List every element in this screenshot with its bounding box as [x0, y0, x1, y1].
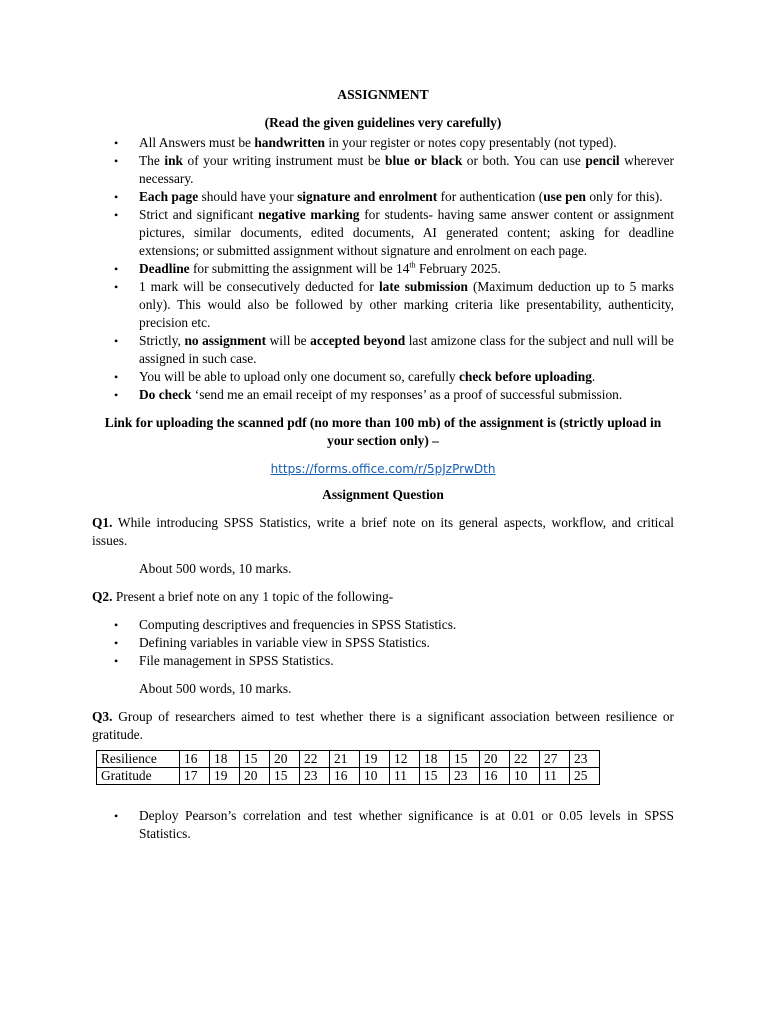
topic-text: Computing descriptives and frequencies in SPSS Statistics. — [139, 617, 457, 632]
table-cell: 23 — [570, 751, 600, 768]
topic-item — [92, 652, 674, 670]
table-cell: 22 — [510, 751, 540, 768]
bullet-icon: • — [114, 370, 119, 384]
guideline-text: for students- having same answer content or assignment pictures, similar documents, edited documents, AI generated content; asking for deadline extensions; or submitted assignment without signature and enrolment on each page. — [139, 207, 674, 258]
upload-link-container — [92, 460, 674, 478]
table-cell: 20 — [240, 768, 270, 785]
guideline-text: of your writing instrument must be — [182, 153, 386, 168]
guideline-bold-text: pencil — [585, 153, 620, 168]
table-row — [97, 768, 600, 785]
bullet-icon: • — [114, 388, 119, 402]
guideline-text: The — [139, 153, 165, 168]
topic-text: File management in SPSS Statistics. — [139, 653, 334, 668]
task-item — [92, 807, 674, 843]
table-cell: 22 — [300, 751, 330, 768]
bullet-icon: • — [114, 208, 119, 222]
question-3 — [92, 708, 674, 744]
row-label: Resilience — [97, 751, 180, 768]
topic-item — [92, 634, 674, 652]
question-3-text: Group of researchers aimed to test whether there is a significant association between resilience or gratitude. — [92, 709, 674, 742]
guideline-text: or both. You can use — [462, 153, 586, 168]
table-cell: 23 — [450, 768, 480, 785]
table-row — [97, 751, 600, 768]
bullet-icon: • — [114, 262, 119, 276]
guideline-item — [92, 206, 674, 260]
guideline-bold-text: blue or black — [385, 153, 463, 168]
question-2-marks: About 500 words, 10 marks. — [139, 681, 292, 696]
guideline-text: All Answers must be — [139, 135, 255, 150]
table-cell: 10 — [510, 768, 540, 785]
resilience-gratitude-table — [96, 750, 600, 785]
bullet-icon: • — [114, 190, 119, 204]
bullet-icon: • — [114, 280, 119, 294]
guideline-bold-text: Deadline — [139, 261, 190, 276]
bullet-icon: • — [114, 654, 119, 668]
guideline-bold-text: use pen — [543, 189, 586, 204]
question-1 — [92, 514, 674, 550]
guideline-item — [92, 332, 674, 368]
upload-link-heading: Link for uploading the scanned pdf (no more than 100 mb) of the assignment is (strictly upload in your section only) – — [104, 415, 662, 448]
table-cell: 19 — [360, 751, 390, 768]
table-cell: 20 — [270, 751, 300, 768]
topic-text: Defining variables in variable view in SPSS Statistics. — [139, 635, 430, 650]
guideline-bold-text: check before uploading — [458, 369, 592, 384]
guideline-bold-text: Each page — [139, 189, 199, 204]
question-2 — [92, 588, 674, 606]
guidelines-list — [92, 134, 674, 404]
bullet-icon: • — [114, 809, 119, 823]
document-title: ASSIGNMENT — [337, 87, 429, 102]
guideline-item — [92, 134, 674, 152]
guideline-bold-text: handwritten — [254, 135, 325, 150]
question-1-text: While introducing SPSS Statistics, write a brief note on its general aspects, workflow, and critical issues. — [92, 515, 674, 548]
guideline-bold-text: ink — [164, 153, 183, 168]
upload-form-link[interactable]: https://forms.office.com/r/5pJzPrwDth — [270, 462, 496, 476]
guideline-text: wherever necessary. — [139, 153, 674, 186]
bullet-icon: • — [114, 636, 119, 650]
guideline-item — [92, 188, 674, 206]
guideline-text: 1 mark will be consecutively deducted for — [139, 279, 379, 294]
guideline-item — [92, 260, 674, 278]
question-1-marks: About 500 words, 10 marks. — [139, 561, 292, 576]
table-cell: 18 — [210, 751, 240, 768]
table-cell: 12 — [390, 751, 420, 768]
question-2-text: Present a brief note on any 1 topic of the following- — [112, 589, 394, 604]
guideline-text: Strictly, — [139, 333, 185, 348]
bullet-icon: • — [114, 154, 119, 168]
guideline-text: (Maximum deduction up to 5 marks only). This would also be followed by other marking criteria like presentability, authenticity, precision etc. — [139, 279, 674, 330]
guideline-text: . — [591, 369, 596, 384]
guideline-item — [92, 152, 674, 188]
table-cell: 11 — [390, 768, 420, 785]
guideline-text: Strict and significant — [139, 207, 259, 222]
guideline-text: for submitting the assignment will be 14 — [189, 261, 410, 276]
guideline-text: You will be able to upload only one document so, carefully — [139, 369, 459, 384]
table-cell: 15 — [240, 751, 270, 768]
bullet-icon: • — [114, 136, 119, 150]
document-body — [92, 86, 674, 843]
table-cell: 15 — [420, 768, 450, 785]
table-cell: 21 — [330, 751, 360, 768]
bullet-icon: • — [114, 334, 119, 348]
guideline-text: in your register or notes copy presentably (not typed). — [325, 135, 617, 150]
guideline-text: only for this). — [585, 189, 663, 204]
guideline-text: for authentication ( — [437, 189, 544, 204]
table-cell: 25 — [570, 768, 600, 785]
guideline-bold-text: negative marking — [258, 207, 360, 222]
table-cell: 17 — [180, 768, 210, 785]
table-cell: 20 — [480, 751, 510, 768]
assignment-question-title: Assignment Question — [322, 487, 444, 502]
guideline-item — [92, 278, 674, 332]
guideline-text: will be — [266, 333, 311, 348]
guideline-item — [92, 386, 674, 404]
topic-item — [92, 616, 674, 634]
table-cell: 15 — [450, 751, 480, 768]
table-cell: 10 — [360, 768, 390, 785]
table-cell: 11 — [540, 768, 570, 785]
question-2-label: Q2. — [92, 589, 113, 604]
question-2-topics — [92, 616, 674, 670]
guideline-bold-text: accepted beyond — [310, 333, 406, 348]
table-cell: 15 — [270, 768, 300, 785]
guideline-bold-text: no assignment — [184, 333, 267, 348]
guideline-bold-text: late submission — [378, 279, 468, 294]
table-cell: 23 — [300, 768, 330, 785]
task-text: Deploy Pearson’s correlation and test whether significance is at 0.01 or 0.05 levels in SPSS Statistics. — [139, 808, 674, 841]
guideline-text: ‘send me an email receipt of my responses’ as a proof of successful submission. — [191, 387, 623, 402]
guideline-text: should have your — [198, 189, 298, 204]
bullet-icon: • — [114, 618, 119, 632]
guideline-item — [92, 368, 674, 386]
table-cell: 16 — [480, 768, 510, 785]
question-1-label: Q1. — [92, 515, 113, 530]
row-label: Gratitude — [97, 768, 180, 785]
question-3-tasks — [92, 807, 674, 843]
question-3-label: Q3. — [92, 709, 113, 724]
table-cell: 19 — [210, 768, 240, 785]
table-cell: 18 — [420, 751, 450, 768]
guideline-text: February 2025. — [415, 261, 501, 276]
document-subtitle: (Read the given guidelines very carefully) — [264, 115, 502, 130]
guideline-bold-text: Do check — [139, 387, 192, 402]
guideline-text: last amizone class for the subject and null will be assigned in such case. — [139, 333, 674, 366]
guideline-bold-text: signature and enrolment — [297, 189, 438, 204]
table-cell: 27 — [540, 751, 570, 768]
guideline-text: th — [409, 260, 416, 270]
table-cell: 16 — [180, 751, 210, 768]
table-cell: 16 — [330, 768, 360, 785]
